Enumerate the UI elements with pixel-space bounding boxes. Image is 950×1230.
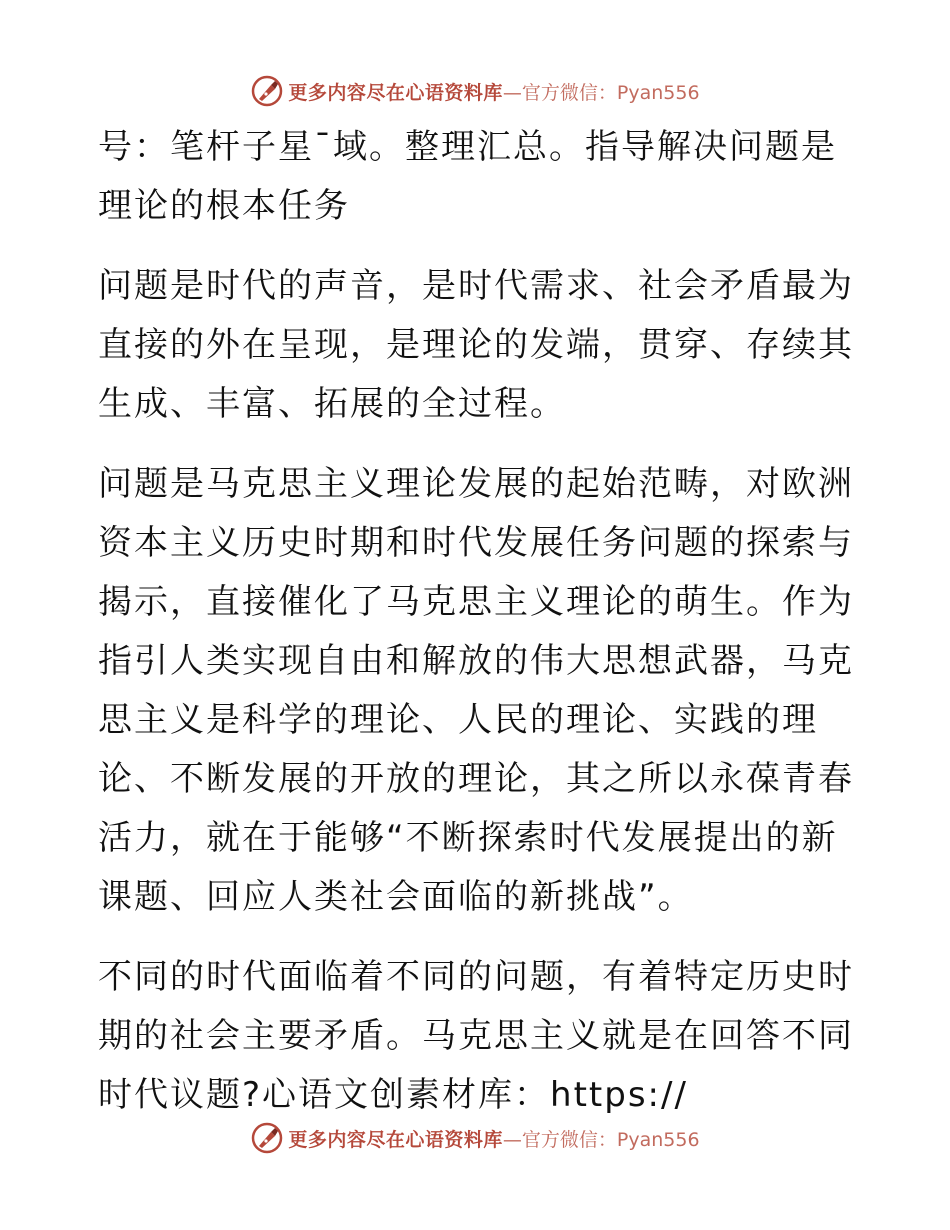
- banner-contact-text: —官方微信：Pyan556: [502, 1128, 700, 1151]
- pen-nib-circle-icon: [250, 74, 284, 108]
- banner-brand-text: 更多内容尽在心语资料库: [288, 1128, 503, 1151]
- header-banner: [0, 66, 950, 116]
- banner-brand-text: 更多内容尽在心语资料库: [288, 81, 503, 104]
- paragraph-3: 问题是马克思主义理论发展的起始范畴，对欧洲资本主义历史时期和时代发展任务问题的探索与揭示，直接催化了马克思主义理论的萌生。作为指引人类实现自由和解放的伟大思想武器，马克思主义是科学的理论、人民的理论、实践的理论、不断发展的开放的理论，其之所以永葆青春活力，就在于能够“不断探索时代发展提出的新课题、回应人类社会面临的新挑战”。: [98, 464, 854, 917]
- paragraph-2: 问题是时代的声音，是时代需求、社会矛盾最为直接的外在呈现，是理论的发端，贯穿、存续其生成、丰富、拓展的全过程。: [98, 266, 854, 424]
- banner-contact-text: —官方微信：Pyan556: [502, 81, 700, 104]
- document-body: [98, 118, 858, 1125]
- footer-banner: [0, 1113, 950, 1163]
- paragraph-4: 不同的时代面临着不同的问题，有着特定历史时期的社会主要矛盾。马克思主义就是在回答不同时代议题?心语文创素材库：https://: [98, 957, 854, 1115]
- paragraph-1: 号：笔杆子星¯域。整理汇总。指导解决问题是理论的根本任务: [98, 127, 837, 226]
- pen-nib-circle-icon: [250, 1121, 284, 1155]
